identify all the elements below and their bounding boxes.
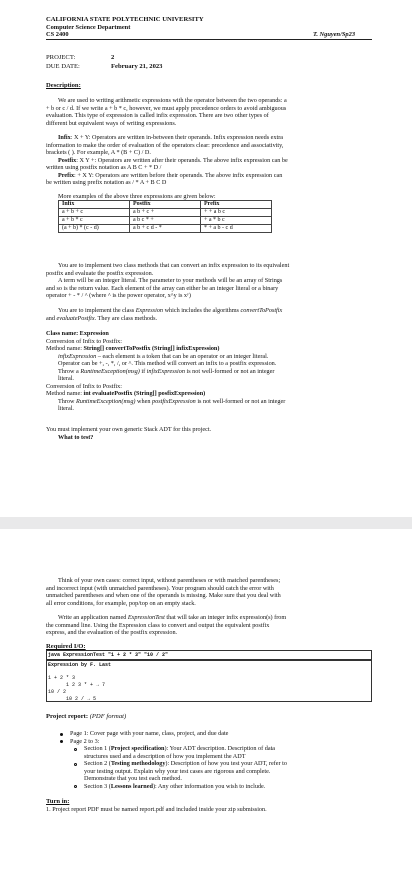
command-line: java ExpressionTest "1 + 2 * 3" "10 / 2" [48, 651, 169, 658]
body-text: unmatched parentheses and when one of the operands is missing. Make sure that you deal with [46, 592, 281, 599]
bullet-icon [60, 740, 63, 743]
table-cell: (a + b) * (c - d) [59, 225, 130, 233]
output-line: 10 2 / → 5 [66, 696, 97, 702]
table-cell: a b c * + [130, 217, 201, 225]
due-date-value: February 21, 2023 [111, 63, 163, 70]
body-text: express, and the evaluation of the postfix expression. [46, 629, 178, 636]
list-item: Page 1: Cover page with your name, class, project, and due date [70, 730, 229, 737]
body-text: the command line. Using the Expression class to convert and output the equivalent postfix [46, 621, 270, 629]
body-text: You are to implement two class methods that can convert an infix expression to its equivalent [58, 262, 290, 269]
method-signature: Method name: int evaluatePostfix (String[] posfixExpression) [46, 390, 206, 397]
list-item: Demonstrate that you test each method. [84, 775, 182, 782]
description-text: evaluation. This type of expression is called infix expression. There are two other types of [46, 112, 269, 119]
body-text: Write an application named ExpressionTest that will take an integer infix expression(s) from [58, 614, 287, 621]
department-name: Computer Science Department [46, 23, 131, 31]
body-text: postfix and evaluate the postfix expression. [46, 269, 154, 277]
project-report-heading: Project report: (PDF format) [46, 713, 127, 720]
table-cell: a b + c d - * [130, 225, 201, 233]
table-cell: a + b * c [59, 217, 130, 225]
project-number: 2 [111, 54, 115, 61]
sub-bullet-icon [74, 785, 77, 788]
body-text: and incorrect input (with unmatched parentheses). Your program should catch the error with [46, 584, 274, 592]
output-header: Expression by F. Last [48, 662, 112, 668]
description-text: be written using prefix notation as / * A + B C D [46, 179, 167, 186]
turn-in-heading: Turn in: [46, 798, 70, 805]
document-page-2 [0, 529, 412, 872]
list-item: Section 2 (Testing methodology): Description of how you test your ADT, refer to [84, 760, 287, 767]
method-description: literal. [58, 405, 74, 412]
course-code: CS 2400 [46, 31, 69, 38]
output-line: 1 2 3 * + → 7 [66, 682, 106, 688]
required-io-heading: Required I/O: [46, 643, 86, 650]
body-text: all error conditions, for example, pop/top on an empty stack. [46, 599, 196, 607]
description-text: information to make the order of evaluation of the operators clear: precedence and associativity, [46, 141, 284, 149]
body-text: You are to implement the class Expression which includes the algorithms convertToPostfix [58, 307, 283, 314]
table-header: Prefix [201, 201, 272, 209]
header-divider [46, 39, 372, 40]
table-cell: a b + c + [130, 209, 201, 217]
examples-caption: More examples of the above three expressions are given below: [58, 193, 216, 200]
conversion-label: Conversion of Infix to Postfix: [46, 382, 122, 390]
bullet-icon [60, 733, 63, 736]
table-cell: + + a b c [201, 209, 272, 217]
project-label: PROJECT: [46, 54, 76, 61]
body-text: and evaluatePostfix. They are class methods. [46, 314, 158, 322]
description-heading: Description: [46, 82, 81, 89]
method-description: infixExpression – each element is a token that can be an operator or an integer literal. [58, 352, 269, 360]
body-text: and so is the return value. Each element of the array can either be an integer literal or a binary [46, 284, 279, 292]
list-item: Section 3 (Lessons learned): Any other information you wish to include. [84, 782, 266, 790]
method-description: Throw RuntimeException(msg) when postfixExpression is not well-formed or not an integer [58, 397, 286, 405]
due-date-label: DUE DATE: [46, 63, 80, 70]
prefix-definition: Prefix: + X Y: Operators are written before their operands. The above infix expression can [58, 171, 283, 179]
list-item: Section 1 (Project specification): Your ADT description. Description of data [84, 745, 276, 752]
table-cell: * + a b - c d [201, 225, 272, 233]
table-cell: + a * b c [201, 217, 272, 225]
list-item: Page 2 to 3: [70, 737, 100, 745]
table-row [59, 225, 272, 233]
postfix-definition: Postfix: X Y +: Operators are written after their operands. The above infix expression can be [58, 156, 288, 164]
examples-table [58, 200, 272, 233]
output-line: 10 / 2 [48, 689, 67, 695]
class-name-heading: Class name: Expression [46, 330, 109, 337]
description-text: different but equivalent ways of writing expressions. [46, 119, 177, 127]
output-line: 1 + 2 * 3 [48, 675, 76, 681]
page-separator [0, 517, 412, 529]
list-item: structures used and a description of how you implement the ADT [84, 752, 246, 760]
description-text: written using postfix notation as A B C + * D / [46, 164, 162, 171]
conversion-label: Conversion of Infix to Postfix: [46, 337, 122, 345]
body-text: operator + - * / ^ (where ^ is the power operator, x^y is xʸ) [46, 292, 191, 299]
university-name: CALIFORNIA STATE POLYTECHNIC UNIVERSITY [46, 16, 204, 23]
sub-bullet-icon [74, 748, 77, 751]
body-text: Think of your own cases: correct input, without parentheses or with matched parentheses; [58, 577, 281, 584]
table-row [59, 217, 272, 225]
body-text: You must implement your own generic Stack ADT for this project. [46, 426, 212, 433]
method-description: Throw a RuntimeException(msg) if infixExpression is not well-formed or not an integer [58, 367, 275, 375]
what-to-test-heading: What to test? [58, 433, 94, 441]
method-signature: Method name: String[] convertToPostfix (String[] infixExpression) [46, 345, 220, 352]
description-text: brackets ( ). For example, A * (B + C) / D. [46, 149, 151, 156]
table-row [59, 209, 272, 217]
sub-bullet-icon [74, 763, 77, 766]
description-text: We are used to writing arithmetic expressions with the operator between the two operands: a [58, 97, 287, 104]
instructor-term: T. Nguyen/Sp23 [313, 31, 356, 38]
method-description: literal. [58, 375, 74, 382]
description-text: + b or c / d. If we write a + b * c, however, we must apply precedence orders to avoid ambiguous [46, 104, 287, 112]
list-item: your testing output. Explain why your test cases are rigorous and complete. [84, 767, 271, 775]
table-cell: a + b + c [59, 209, 130, 217]
table-header: Postfix [130, 201, 201, 209]
infix-definition: Infix: X + Y: Operators are written in-between their operands. Infix expression needs extra [58, 134, 284, 141]
method-description: Operator can be +, -, *, /, or ^. This method will convert an infix to a postfix expression. [58, 360, 277, 367]
body-text: A term will be an integer literal. The parameter to your methods will be an array of Strings [58, 277, 283, 284]
list-item: 1. Project report PDF must be named report.pdf and included inside your zip submission. [46, 805, 267, 813]
table-header: Infix [59, 201, 130, 209]
